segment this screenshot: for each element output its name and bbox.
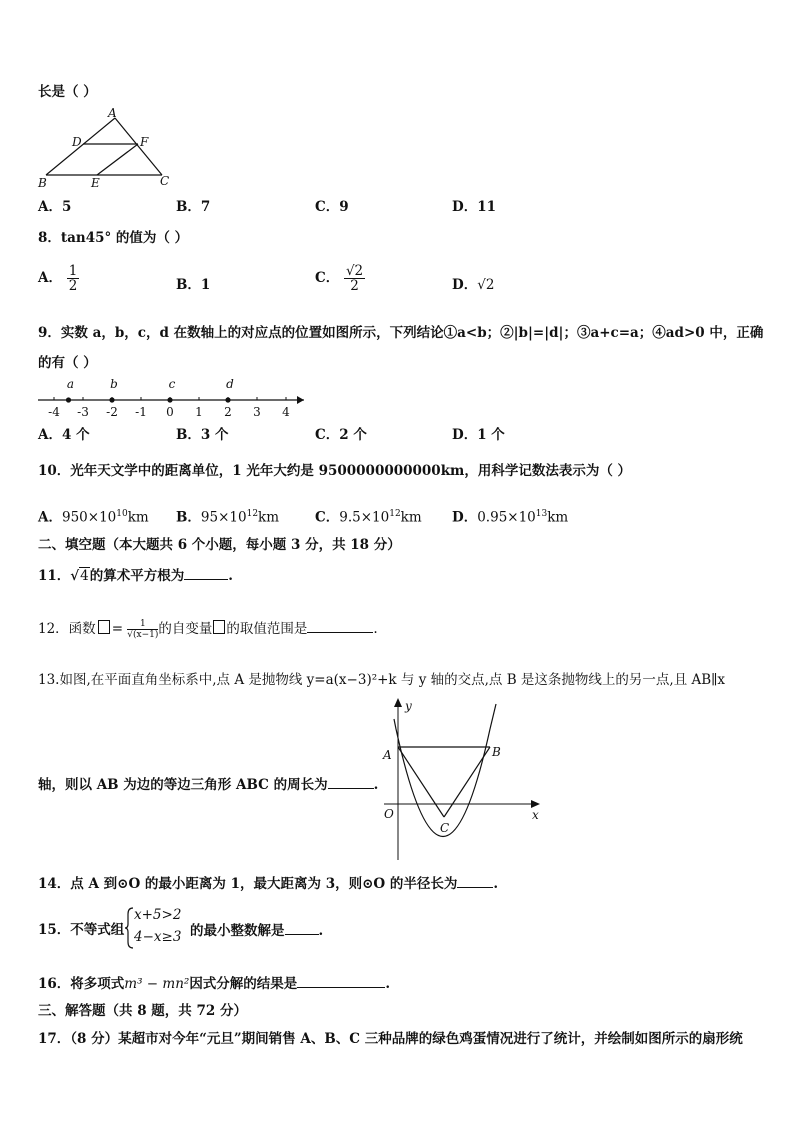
q13-end: . xyxy=(373,777,379,793)
q8-c-numerator: √2 xyxy=(345,263,364,279)
point-d-label: d xyxy=(226,377,234,391)
q7-triangle-figure xyxy=(34,106,184,192)
label-d: D xyxy=(72,135,82,149)
point-c-label: c xyxy=(168,377,176,391)
q13-line2 xyxy=(38,776,378,793)
q7-option-b: B．7 xyxy=(176,199,211,215)
q14-text: 14．点 A 到⊙O 的最小距离为 1，最大距离为 3，则⊙O 的半径长为 xyxy=(38,876,458,892)
q8-option-c xyxy=(315,264,365,293)
label-a: A xyxy=(108,106,117,120)
q10-stem: 10．光年天文学中的距离单位，1 光年大约是 9500000000000km，用科学记数法表示为（ ） xyxy=(38,463,632,479)
q10-a-label: A． xyxy=(38,509,62,526)
q8-option-d-value: √2 xyxy=(477,277,495,293)
q8-a-numerator: 1 xyxy=(68,263,78,279)
q12-text: 的取值范围是 xyxy=(226,621,308,637)
q10-option-a xyxy=(38,506,149,526)
q9-option-c: C．2 个 xyxy=(315,427,367,443)
q10-d-exponent: 13 xyxy=(535,509,548,519)
q9-option-b: B．3 个 xyxy=(176,427,229,443)
q7-option-d: D．11 xyxy=(452,199,496,215)
section-2-heading: 二、填空题（本大题共 6 个小题，每小题 3 分，共 18 分） xyxy=(38,537,401,553)
q8-c-denominator: 2 xyxy=(350,278,359,294)
q11-number: 11． xyxy=(38,568,71,584)
q9-number-line xyxy=(36,376,308,420)
label-c: C xyxy=(160,174,170,188)
q16-prefix: 16．将多项式 xyxy=(38,976,125,992)
q15-suffix xyxy=(190,922,323,939)
q16 xyxy=(38,975,390,992)
point-a xyxy=(66,397,71,402)
q8-option-d-label: D． xyxy=(452,277,478,293)
q8-stem: 8．tan45° 的值为（ ） xyxy=(38,230,189,246)
point-d xyxy=(225,397,230,402)
q10-option-d xyxy=(452,506,568,526)
q10-d-mantissa: 0.95×10 xyxy=(477,509,536,526)
q10-b-unit: km xyxy=(258,509,280,526)
q13-line2-text: 轴，则以 AB 为边的等边三角形 ABC 的周长为 xyxy=(38,777,328,793)
q10-d-unit: km xyxy=(547,509,569,526)
q8-option-a xyxy=(38,264,79,293)
q10-a-exponent: 10 xyxy=(116,509,128,519)
q7-option-c: C．9 xyxy=(315,199,349,215)
q11-radicand: 4 xyxy=(80,568,89,584)
tick-label: 3 xyxy=(253,405,261,419)
q14-end: . xyxy=(493,876,499,892)
tick-label: 0 xyxy=(166,405,174,419)
q7-stem-tail: 长是（ ） xyxy=(38,84,97,100)
q13-line1: 13.如图,在平面直角坐标系中,点 A 是抛物线 y=a(x−3)²+k 与 y 轴的交点,点 B 是这条抛物线上的另一点,且 AB∥x xyxy=(38,672,726,688)
q12: 12．函数 = $\frac{1}{√(x-1)}$ 的自变量 的取值范围是 . xyxy=(38,619,378,640)
tick-label: -2 xyxy=(106,405,118,419)
q15-prefix: 15．不等式组 xyxy=(38,922,125,938)
point-c xyxy=(167,397,172,402)
point-a-label: A xyxy=(383,748,392,762)
q8-option-a-label: A． xyxy=(38,270,62,286)
tick-label: -4 xyxy=(48,405,60,419)
q15-inequality-1: x+5>2 xyxy=(134,907,182,923)
q8-option-c-label: C． xyxy=(315,270,340,286)
q12-end: . xyxy=(373,621,378,637)
q10-b-exponent: 12 xyxy=(246,509,259,519)
q10-d-label: D． xyxy=(452,509,478,526)
tick-label: 1 xyxy=(195,405,203,419)
section-3-heading: 三、解答题（共 8 题，共 72 分） xyxy=(38,1003,247,1019)
tick-label: 2 xyxy=(224,405,232,419)
q10-a-unit: km xyxy=(127,509,149,526)
point-b-label: b xyxy=(110,377,118,391)
q10-c-exponent: 12 xyxy=(389,509,401,519)
axis-x-label: x xyxy=(532,808,539,822)
point-a-label: a xyxy=(66,377,75,391)
q10-c-label: C． xyxy=(315,509,340,526)
q11-end: . xyxy=(228,568,233,584)
q10-a-mantissa: 950×10 xyxy=(61,509,117,526)
label-b: B xyxy=(38,176,47,190)
tick-label: -1 xyxy=(135,405,147,419)
q17-stem: 17．（8 分）某超市对今年“元旦”期间销售 A、B、C 三种品牌的绿色鸡蛋情况进行了统计，并绘制如图所示的扇形统 xyxy=(38,1031,743,1047)
q7-option-a: A．5 xyxy=(38,199,72,215)
q15-inequality-2: 4−x≥3 xyxy=(134,929,182,945)
tick-label: 4 xyxy=(282,405,290,419)
point-c-label: C xyxy=(440,821,450,835)
q16-expression: m³ − mn² xyxy=(124,976,190,992)
q11-text: 的算术平方根为 xyxy=(89,568,185,584)
q9-option-d: D．1 个 xyxy=(452,427,505,443)
q9-option-a: A．4 个 xyxy=(38,427,90,443)
label-e: E xyxy=(91,176,100,190)
q15-brace xyxy=(124,906,132,950)
q8-a-denominator: 2 xyxy=(68,278,78,294)
q10-option-b xyxy=(176,506,279,526)
q10-option-c xyxy=(315,506,422,526)
q10-c-mantissa: 9.5×10 xyxy=(339,509,390,526)
point-b xyxy=(109,397,114,402)
q12-mid: 的自变量 xyxy=(158,621,213,637)
q10-c-unit: km xyxy=(400,509,422,526)
q9-stem-line2: 的有（ ） xyxy=(38,355,97,371)
q9-stem: 9．实数 a，b，c，d 在数轴上的对应点的位置如图所示，下列结论①a<b；②|b|=|d|；③a+c=a；④ad>0 中，正确 xyxy=(38,325,764,341)
point-b-label: B xyxy=(492,745,501,759)
tick-label: -3 xyxy=(77,405,89,419)
origin-label: O xyxy=(384,807,394,821)
q14 xyxy=(38,875,498,892)
q16-post: 因式分解的结果是 xyxy=(189,976,298,992)
q15-post: 的最小整数解是 xyxy=(190,923,285,939)
axis-y-label: y xyxy=(405,699,412,713)
q16-end: . xyxy=(385,976,391,992)
q12-prefix: 12．函数 xyxy=(38,621,96,637)
q8-option-d xyxy=(452,277,494,293)
q10-b-mantissa: 95×10 xyxy=(200,509,247,526)
q13-parabola-figure xyxy=(372,694,548,866)
label-f: F xyxy=(140,135,149,149)
q8-option-b: B．1 xyxy=(176,277,211,293)
q10-b-label: B． xyxy=(176,509,201,526)
q15-end: . xyxy=(318,923,324,939)
q11: 11．√4的算术平方根为 . xyxy=(38,568,233,584)
